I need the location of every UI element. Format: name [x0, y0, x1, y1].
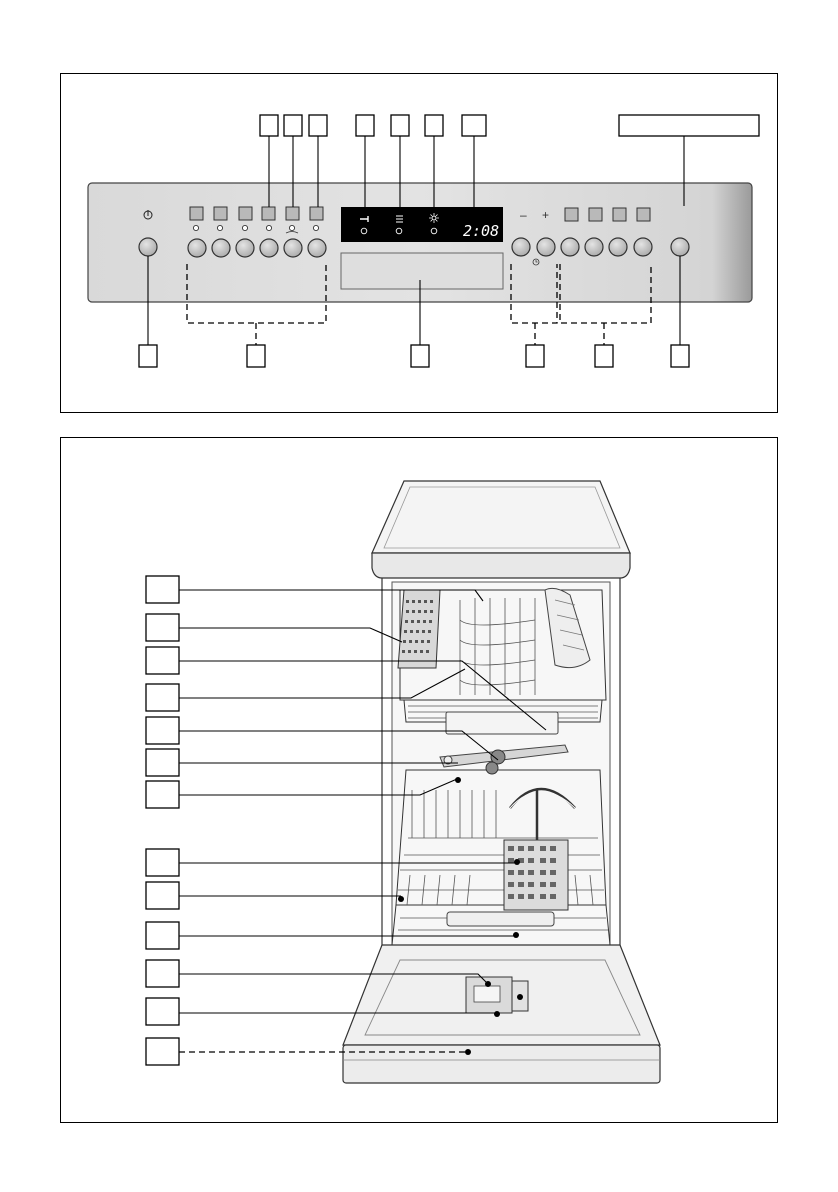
lower-spray-arm [447, 912, 554, 926]
callout-box [247, 345, 265, 367]
callout-box [260, 115, 278, 136]
program-button[interactable] [236, 239, 254, 257]
callout-box [425, 115, 443, 136]
program-button[interactable] [212, 239, 230, 257]
dispenser-window [341, 253, 503, 289]
power-button[interactable] [139, 238, 157, 256]
callout-box [411, 345, 429, 367]
program-button[interactable] [284, 239, 302, 257]
callout-box [146, 998, 179, 1025]
callout-box [284, 115, 302, 136]
callout-box [146, 717, 179, 744]
display-readout: 2:08 [463, 222, 500, 240]
program-button[interactable] [188, 239, 206, 257]
callout-box [595, 345, 613, 367]
callout-box [526, 345, 544, 367]
worktop [372, 481, 630, 553]
callout-box [309, 115, 327, 136]
program-button[interactable] [260, 239, 278, 257]
cutlery-tray [398, 590, 440, 668]
callout-box [146, 576, 179, 603]
plus-button[interactable] [537, 238, 555, 256]
callout-box [146, 781, 179, 808]
program-button[interactable] [308, 239, 326, 257]
callout-box [671, 345, 689, 367]
callout-box-wide [619, 115, 759, 136]
callout-box [146, 882, 179, 909]
callout-box [391, 115, 409, 136]
callout-box [146, 684, 179, 711]
callout-box [146, 647, 179, 674]
callout-box [146, 849, 179, 876]
option-button[interactable] [634, 238, 652, 256]
plus-sign: + [542, 208, 550, 222]
option-button[interactable] [585, 238, 603, 256]
dishwasher-drawing [343, 481, 660, 1083]
dishwasher-door [343, 945, 660, 1083]
callout-box [356, 115, 374, 136]
option-button[interactable] [609, 238, 627, 256]
callout-box [146, 922, 179, 949]
callout-box [462, 115, 486, 136]
callout-box [146, 960, 179, 987]
upper-spray-arm-bracket [446, 712, 558, 734]
option-button[interactable] [561, 238, 579, 256]
minus-sign: – [520, 208, 527, 222]
callout-box [146, 614, 179, 641]
callout-box [146, 749, 179, 776]
minus-button[interactable] [512, 238, 530, 256]
callout-box [146, 1038, 179, 1065]
start-button[interactable] [671, 238, 689, 256]
callout-box [139, 345, 157, 367]
